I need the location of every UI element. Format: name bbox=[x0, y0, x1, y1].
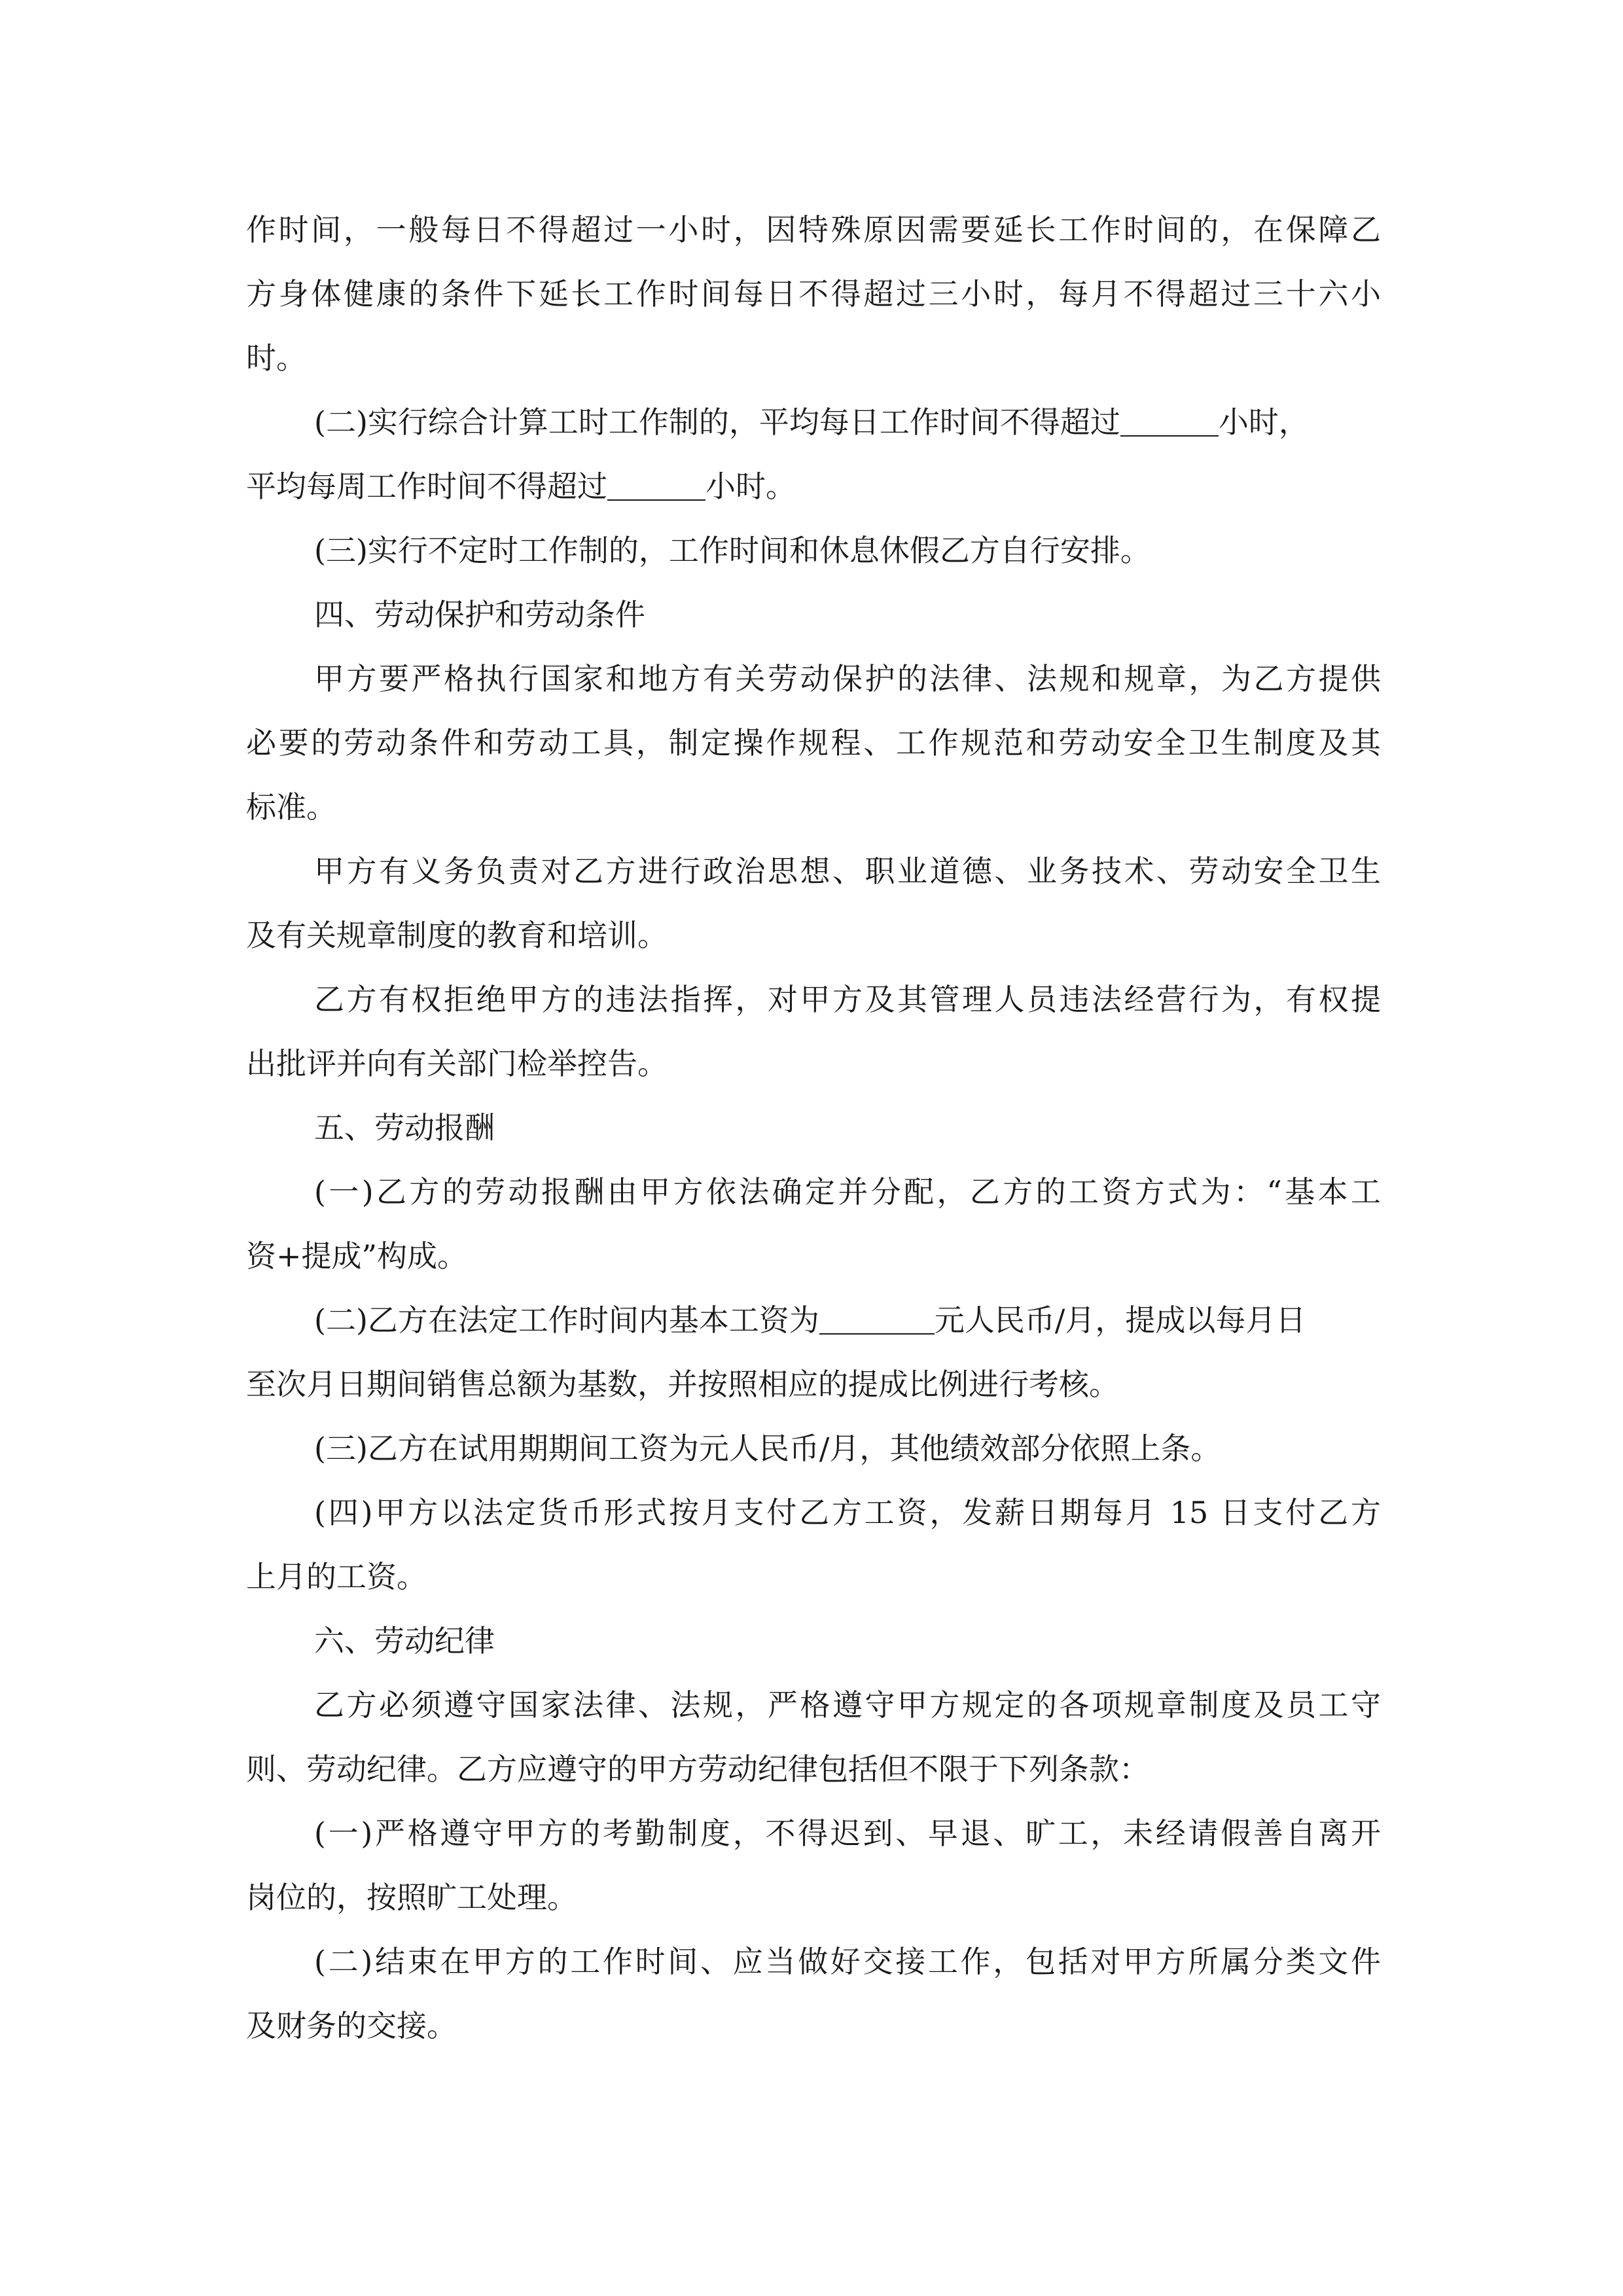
paragraph-line: 必要的劳动条件和劳动工具，制定操作规程、工作规范和劳动安全卫生制度及其 bbox=[246, 725, 1381, 761]
paragraph-line: 甲方有义务负责对乙方进行政治思想、职业道德、业务技术、劳动安全卫生 bbox=[314, 853, 1381, 889]
paragraph-line: (三)实行不定时工作制的，工作时间和休息休假乙方自行安排。 bbox=[314, 533, 1150, 568]
paragraph-line: 乙方有权拒绝甲方的违法指挥，对甲方及其管理人员违法经营行为，有权提 bbox=[314, 982, 1381, 1017]
section-heading: 四、劳动保护和劳动条件 bbox=[314, 597, 645, 632]
paragraph-line: 方身体健康的条件下延长工作时间每日不得超过三小时，每月不得超过三十六小 bbox=[246, 276, 1381, 312]
paragraph-line: 出批评并向有关部门检举控告。 bbox=[246, 1046, 668, 1081]
clause-text: 元人民币/月，提成以每月日 bbox=[934, 1302, 1306, 1338]
clause-text: 小时， bbox=[1218, 404, 1309, 440]
paragraph-line: (四)甲方以法定货币形式按月支付乙方工资，发薪日期每月 15 日支付乙方 bbox=[314, 1495, 1381, 1530]
clause-text: 小时。 bbox=[705, 469, 796, 504]
paragraph-line: 标准。 bbox=[246, 789, 336, 825]
fill-in-blank-daily-hours bbox=[1120, 403, 1219, 437]
fill-in-blank-weekly-hours bbox=[607, 467, 705, 501]
paragraph-line: 及有关规章制度的教育和培训。 bbox=[246, 918, 668, 953]
clause-text: (二)实行综合计算工时工作制的，平均每日工作时间不得超过 bbox=[314, 404, 1120, 440]
paragraph-line: 资+提成”构成。 bbox=[246, 1238, 468, 1274]
clause-text: 平均每周工作时间不得超过 bbox=[246, 469, 607, 504]
paragraph-line: 时。 bbox=[246, 340, 306, 376]
fill-in-blank-base-salary bbox=[819, 1300, 935, 1335]
clause-text: (二)乙方在法定工作时间内基本工资为 bbox=[314, 1302, 819, 1338]
paragraph-line: (一)严格遵守甲方的考勤制度，不得迟到、早退、旷工，未经请假善自离开 bbox=[314, 1816, 1381, 1851]
section-heading: 五、劳动报酬 bbox=[314, 1110, 495, 1145]
paragraph-line: 上月的工资。 bbox=[246, 1559, 427, 1594]
paragraph-line: 作时间，一般每日不得超过一小时，因特殊原因需要延长工作时间的，在保障乙 bbox=[246, 212, 1381, 247]
paragraph-line: (一)乙方的劳动报酬由甲方依法确定并分配，乙方的工资方式为：“基本工 bbox=[314, 1174, 1381, 1210]
paragraph-line: 甲方要严格执行国家和地方有关劳动保护的法律、法规和规章，为乙方提供 bbox=[314, 661, 1381, 696]
section-heading: 六、劳动纪律 bbox=[314, 1623, 495, 1659]
paragraph-line: 及财务的交接。 bbox=[246, 2008, 457, 2043]
paragraph-line: (三)乙方在试用期期间工资为元人民币/月，其他绩效部分依照上条。 bbox=[314, 1431, 1221, 1466]
paragraph-line: 乙方必须遵守国家法律、法规，严格遵守甲方规定的各项规章制度及员工守 bbox=[314, 1687, 1381, 1723]
clause-2-hours-line bbox=[246, 390, 1381, 454]
weekly-hours-line bbox=[246, 454, 1381, 518]
document-body bbox=[246, 198, 1381, 2058]
base-salary-line bbox=[246, 1288, 1381, 1352]
paragraph-line: 至次月日期间销售总额为基数，并按照相应的提成比例进行考核。 bbox=[246, 1367, 1119, 1402]
paragraph-line: 岗位的，按照旷工处理。 bbox=[246, 1880, 577, 1915]
paragraph-line: 则、劳动纪律。乙方应遵守的甲方劳动纪律包括但不限于下列条款： bbox=[246, 1751, 1149, 1787]
paragraph-line: (二)结束在甲方的工作时间、应当做好交接工作，包括对甲方所属分类文件 bbox=[314, 1944, 1381, 1979]
